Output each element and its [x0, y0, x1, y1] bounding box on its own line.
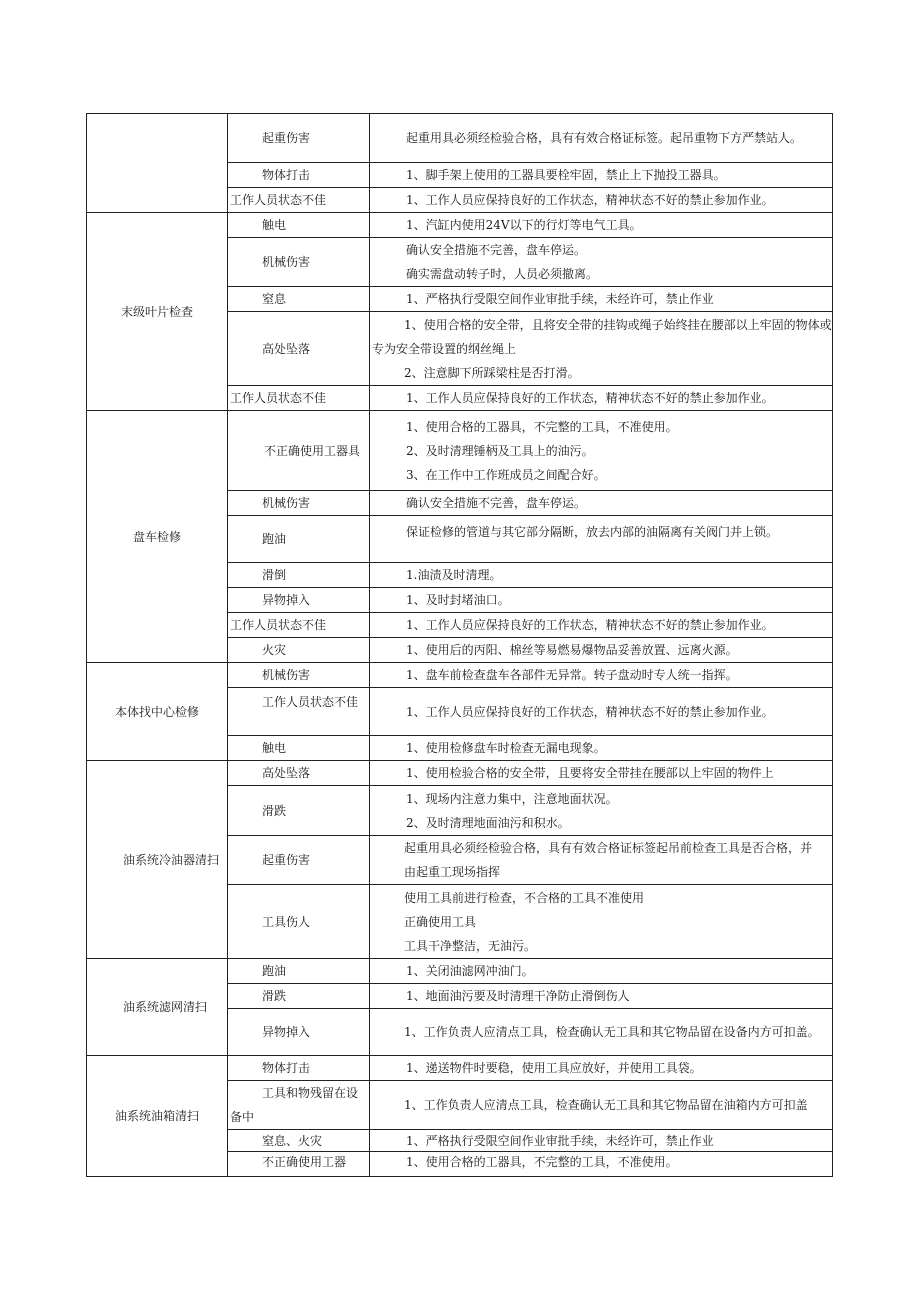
- hazard-cell: 滑倒: [228, 563, 370, 588]
- hazard-cell: 滑跌: [228, 984, 370, 1009]
- measure-cell: [370, 386, 833, 411]
- task-cell: 油系统滤网清扫: [87, 959, 228, 1056]
- hazard-cell: 异物掉入: [228, 588, 370, 613]
- hazard-cell: 物体打击: [228, 163, 370, 188]
- measure-cell: [370, 688, 833, 736]
- hazard-cell: 机械伤害: [228, 491, 370, 516]
- measure-cell: [370, 1056, 833, 1081]
- measure-line: 1、工作人员应保持良好的工作状态，精神状态不好的禁止参加作业。: [406, 704, 774, 719]
- measure-line: 2、及时清理锤柄及工具上的油污。: [406, 443, 594, 458]
- measure-line: 确实需盘动转子时，人员必须撤离。: [406, 267, 599, 281]
- hazard-cell: 工具伤人: [228, 885, 370, 959]
- hazard-cell: 起重伤害: [228, 114, 370, 163]
- hazard-cell: 火灾: [228, 638, 370, 663]
- measure-cell: [370, 1130, 833, 1152]
- measure-line: 2、及时清理地面油污和积水。: [406, 815, 570, 830]
- hazard-cell: 物体打击: [228, 1056, 370, 1081]
- measure-cell: [370, 114, 833, 163]
- measure-line: 1、关闭油滤网冲油门。: [406, 964, 534, 978]
- measure-line: 起重用具必须经检验合格，具有有效合格证标签。起吊重物下方严禁站人。: [406, 131, 803, 145]
- hazard-cell: 触电: [228, 213, 370, 238]
- hazard-cell: 工作人员状态不佳: [228, 613, 370, 638]
- hazard-cell: 工具和物残留在设备中: [228, 1081, 370, 1130]
- measure-cell: [370, 491, 833, 516]
- task-cell: 盘车检修: [87, 411, 228, 663]
- measure-cell: [370, 984, 833, 1009]
- measure-line: 确认安全措施不完善，盘车停运。: [406, 496, 587, 510]
- task-cell: 油系统冷油器清扫: [87, 761, 228, 959]
- measure-line: 1.油渍及时清理。: [406, 568, 502, 582]
- hazard-cell: 高处坠落: [228, 312, 370, 386]
- hazard-cell: 异物掉入: [228, 1009, 370, 1056]
- measure-cell: [370, 1081, 833, 1130]
- measure-cell: [370, 1009, 833, 1056]
- measure-cell: [370, 1152, 833, 1177]
- measure-line: 1、使用合格的工器具，不完整的工具，不准使用。: [406, 419, 678, 434]
- hazard-cell: 不正确使用工器: [228, 1152, 370, 1177]
- measure-cell: [370, 736, 833, 761]
- measure-cell: [370, 312, 833, 386]
- hazard-cell: 工作人员状态不佳: [228, 386, 370, 411]
- measure-line: 确认安全措施不完善，盘车停运。: [406, 243, 587, 257]
- measure-cell: [370, 885, 833, 959]
- measure-line: 1、使用检修盘车时检查无漏电现象。: [406, 741, 606, 755]
- hazard-cell: 跑油: [228, 516, 370, 563]
- measure-cell: [370, 238, 833, 287]
- measure-cell: [370, 663, 833, 688]
- measure-cell: [370, 588, 833, 613]
- measure-line: 1、递送物件时要稳，使用工具应放好，并使用工具袋。: [406, 1061, 702, 1075]
- measure-line: 1、使用合格的工器具，不完整的工具，不准使用。: [406, 1155, 678, 1169]
- measure-line: 2、注意脚下所踩梁柱是否打滑。: [404, 365, 580, 380]
- measure-line: 1、使用后的丙阳、棉丝等易燃易爆物品妥善放置、远离火源。: [406, 643, 738, 657]
- measure-cell: [370, 213, 833, 238]
- table-row: [87, 959, 833, 984]
- measure-line: 1、工作负责人应清点工具，检查确认无工具和其它物品留在油箱内方可扣盖: [404, 1098, 808, 1112]
- measure-cell: [370, 563, 833, 588]
- measure-line: 1、汽缸内使用24V以下的行灯等电气工具。: [406, 218, 642, 232]
- measure-cell: [370, 836, 833, 885]
- hazard-cell: 工作人员状态不佳: [228, 188, 370, 213]
- measure-cell: [370, 287, 833, 312]
- measure-line: 1、地面油污要及时清理干净防止滑倒伤人: [406, 989, 630, 1003]
- measure-line: 3、在工作中工作班成员之间配合好。: [406, 467, 606, 482]
- measure-line: 工具干净整洁，无油污。: [404, 938, 537, 953]
- measure-cell: [370, 188, 833, 213]
- measure-cell: [370, 613, 833, 638]
- measure-line: 1、脚手架上使用的工器具要栓牢固，禁止上下抛投工器具。: [406, 168, 726, 182]
- measure-line: 1、工作人员应保持良好的工作状态，精神状态不好的禁止参加作业。: [406, 391, 774, 405]
- measure-line: 1、及时封堵油口。: [406, 593, 510, 607]
- measure-line: 1、盘车前检查盘车各部件无异常。转子盘动时专人统一指挥。: [406, 668, 738, 682]
- table-row: [87, 1056, 833, 1081]
- measure-line: 保证检修的管道与其它部分隔断，放去内部的油隔离有关阀门并上锁。: [406, 525, 779, 539]
- measure-cell: [370, 959, 833, 984]
- task-cell: 本体找中心检修: [87, 663, 228, 761]
- table-row: [87, 411, 833, 491]
- measure-line: 起重用具必须经检验合格，具有有效合格证标签起吊前检查工具是否合格，并由起重工现场指挥: [404, 841, 813, 879]
- measure-line: 1、现场内注意力集中，注意地面状况。: [406, 791, 618, 806]
- measure-line: 1、使用合格的安全带，且将安全带的挂钩或绳子始终挂在腰部以上牢固的物体或专为安全带设置的纲丝绳上: [372, 317, 832, 356]
- hazard-cell: 机械伤害: [228, 238, 370, 287]
- measure-line: 1、使用检验合格的安全带，且要将安全带挂在腰部以上牢固的物件上: [406, 766, 774, 780]
- measure-cell: [370, 411, 833, 491]
- hazard-cell: 高处坠落: [228, 761, 370, 786]
- table-row: [87, 114, 833, 163]
- hazard-cell: 滑跌: [228, 786, 370, 836]
- measure-line: 1、严格执行受限空间作业审批手续，未经许可，禁止作业: [406, 292, 714, 306]
- measure-cell: [370, 761, 833, 786]
- hazard-cell: 起重伤害: [228, 836, 370, 885]
- hazard-cell: 窒息: [228, 287, 370, 312]
- hazard-cell: 跑油: [228, 959, 370, 984]
- hazard-cell: 窒息、火灾: [228, 1130, 370, 1152]
- table-row: [87, 213, 833, 238]
- measure-line: 1、工作人员应保持良好的工作状态，精神状态不好的禁止参加作业。: [406, 193, 774, 207]
- hazard-cell: 机械伤害: [228, 663, 370, 688]
- measure-cell: [370, 516, 833, 563]
- measure-cell: [370, 786, 833, 836]
- hazard-cell: 工作人员状态不佳: [228, 688, 370, 736]
- measure-cell: [370, 163, 833, 188]
- measure-line: 1、工作负责人应清点工具，检查确认无工具和其它物品留在设备内方可扣盖。: [404, 1025, 820, 1039]
- table-row: [87, 663, 833, 688]
- measure-line: 1、严格执行受限空间作业审批手续，未经许可，禁止作业: [406, 1133, 714, 1148]
- task-cell: 末级叶片检查: [87, 213, 228, 411]
- measure-line: 使用工具前进行检查，不合格的工具不准使用: [404, 890, 645, 905]
- hazard-cell: 不正确使用工器具: [228, 411, 370, 491]
- hazard-measures-table: [86, 113, 833, 1177]
- task-cell: [87, 114, 228, 213]
- measure-line: 1、工作人员应保持良好的工作状态，精神状态不好的禁止参加作业。: [406, 618, 774, 632]
- measure-cell: [370, 638, 833, 663]
- hazard-cell: 触电: [228, 736, 370, 761]
- safety-measures-document: [86, 113, 832, 1177]
- measure-line: 正确使用工具: [404, 914, 477, 929]
- table-row: [87, 761, 833, 786]
- task-cell: 油系统油箱清扫: [87, 1056, 228, 1177]
